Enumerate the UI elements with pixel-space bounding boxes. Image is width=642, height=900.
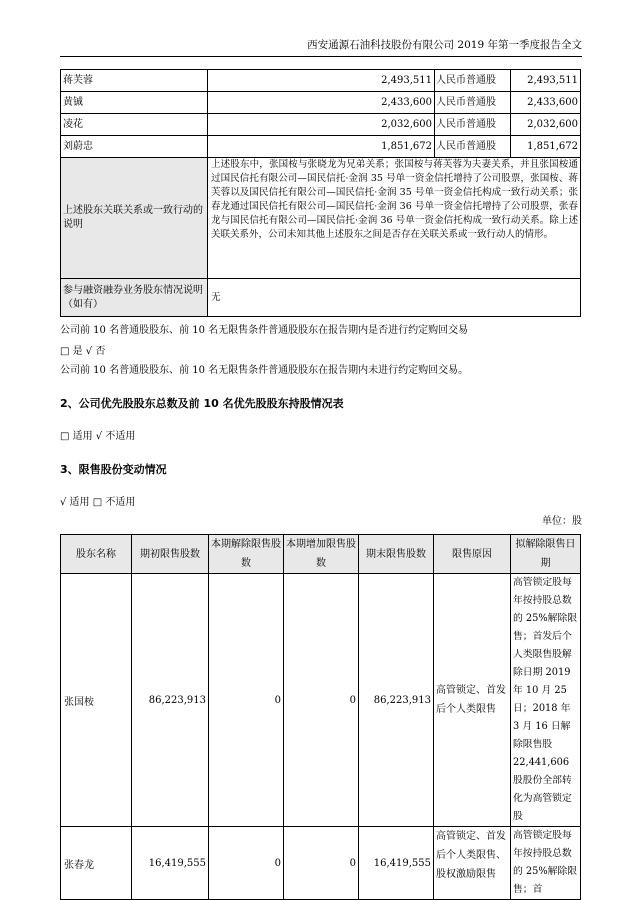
released-restricted: 0 [209, 574, 284, 827]
column-header: 本期增加限售股数 [284, 535, 359, 574]
share-kind: 人民币普通股 [435, 136, 511, 158]
shareholder-name: 张国桉 [61, 574, 132, 827]
table-row [61, 136, 581, 158]
table-header-row [61, 535, 581, 574]
start-restricted: 16,419,555 [132, 827, 209, 900]
share-kind: 人民币普通股 [435, 114, 511, 136]
table-row [61, 70, 581, 92]
holder-shares: 2,032,600 [208, 114, 435, 136]
column-header: 拟解除限售日期 [511, 535, 581, 574]
section2-title: 2、公司优先股股东总数及前 10 名优先股股东持股情况表 [60, 397, 344, 410]
column-header: 期初限售股数 [132, 535, 209, 574]
share-amount: 1,851,672 [511, 136, 581, 158]
section3-title: 3、限售股份变动情况 [60, 463, 167, 476]
relation-label: 上述股东关联关系或一致行动的说明 [61, 158, 208, 279]
added-restricted: 0 [284, 574, 359, 827]
share-amount: 2,433,600 [511, 92, 581, 114]
unit-label: 单位：股 [542, 516, 582, 527]
restriction-reason: 高管锁定、首发后个人类限售 [434, 574, 511, 827]
share-amount: 2,493,511 [511, 70, 581, 92]
shareholder-name: 张春龙 [61, 827, 132, 900]
column-header: 期末限售股数 [359, 535, 434, 574]
table-row [61, 114, 581, 136]
end-restricted: 16,419,555 [359, 827, 434, 900]
holder-shares: 1,851,672 [208, 136, 435, 158]
margin-row [61, 279, 581, 317]
holder-name: 凌花 [61, 114, 208, 136]
share-amount: 2,032,600 [511, 114, 581, 136]
relation-text: 上述股东中，张国桉与张晓龙为兄弟关系；张国桉与蒋芙蓉为夫妻关系，并且张国桉通过国民信托有限公司—国民信托·金润 35 号单一资金信托增持了公司股票，张国桉、蒋芙蓉以及国民信托有限公司—国民信托·金润 35 号单一资金信托构成一致行动关系；张春龙通过国民信托有限公司—国民信托·金润 36 号单一资金信托增持了公司股票，张春龙与国民信托有限公司—国民信托·金润 36 号单一资金信托构成一致行动关系。除上述关联关系外，公司未知其他上述股东之间是否存在关联关系或一致行动人的情形。 [208, 158, 581, 279]
margin-label: 参与融资融券业务股东情况说明（如有） [61, 279, 208, 317]
holder-name: 蒋芙蓉 [61, 70, 208, 92]
holder-shares: 2,433,600 [208, 92, 435, 114]
section3-options: √ 适用 □ 不适用 [60, 497, 136, 508]
end-restricted: 86,223,913 [359, 574, 434, 827]
share-kind: 人民币普通股 [435, 70, 511, 92]
holder-shares: 2,493,511 [208, 70, 435, 92]
table-row [61, 92, 581, 114]
column-header: 股东名称 [61, 535, 132, 574]
margin-value: 无 [208, 279, 581, 317]
added-restricted: 0 [284, 827, 359, 900]
column-header: 本期解除限售股数 [209, 535, 284, 574]
released-restricted: 0 [209, 827, 284, 900]
section2-options: □ 适用 √ 不适用 [60, 431, 136, 442]
table-row [61, 574, 581, 827]
holder-name: 黄铖 [61, 92, 208, 114]
repo-question: 公司前 10 名普通股股东、前 10 名无限售条件普通股股东在报告期内是否进行约定购回交易 [60, 325, 469, 336]
repo-options: □ 是 √ 否 [60, 346, 106, 357]
restricted-shares-table [60, 534, 581, 900]
page-header: 西安通源石油科技股份有限公司 2019 年第一季度报告全文 [307, 39, 582, 51]
release-date: 高管锁定股每年按持股总数的 25%解除限售；首发后个人类限售股解除日期 2019 年 10 月 25 日；2018 年 3 月 16 日解除限售股 22,441,606 股股份全部转化为高管锁定股 [511, 574, 581, 827]
column-header: 限售原因 [434, 535, 511, 574]
relation-row [61, 158, 581, 279]
top-holders-table [60, 69, 581, 317]
header-divider [60, 56, 582, 57]
holder-name: 刘蔚忠 [61, 136, 208, 158]
table-row [61, 827, 581, 900]
start-restricted: 86,223,913 [132, 574, 209, 827]
share-kind: 人民币普通股 [435, 92, 511, 114]
restriction-reason: 高管锁定、首发后个人类限售、股权激励限售 [434, 827, 511, 900]
repo-answer: 公司前 10 名普通股股东、前 10 名无限售条件普通股股东在报告期内未进行约定购回交易。 [60, 365, 469, 376]
release-date: 高管锁定股每年按持股总数的 25%解除限售；首 [511, 827, 581, 900]
